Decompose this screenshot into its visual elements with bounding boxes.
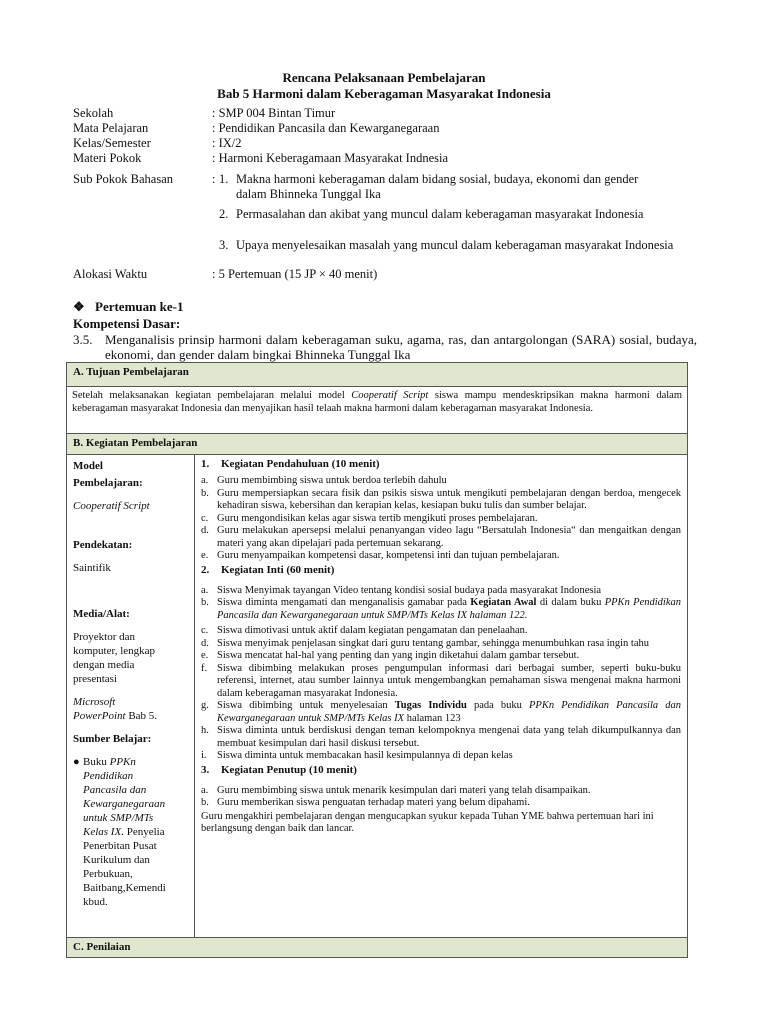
sub-item-text: Upaya menyelesaikan masalah yang muncul dalam keberagaman masyarakat Indonesia <box>236 238 674 252</box>
inti-heading: 2. Kegiatan Inti (60 menit) <box>201 563 335 576</box>
list-item: d. Siswa menyimak penjelasan singkat dari guru tentang gambar, sehingga menumbuhkan rasa ingin tahu <box>201 637 650 649</box>
tujuan-text-italic: Cooperatif Script <box>351 390 429 401</box>
list-item: b. Siswa diminta mengamati dan menganalisis gamabar pada Kegiatan Awal di dalam buku PPKn Pendidikan Pancasila dan Kewarganegaraan untuk SMP/MTs Kelas IX halaman 122. <box>201 597 681 621</box>
sub-item-text: Makna harmoni keberagaman dalam bidang sosial, budaya, ekonomi dan gender dalam Bhinneka Tunggal Ika <box>236 172 639 201</box>
tujuan-text-pre: Setelah melaksanakan kegiatan pembelajaran melalui model <box>72 390 352 401</box>
bullet-dot-icon: ● <box>73 756 80 768</box>
section-c-header: C. Penilaian <box>67 937 687 957</box>
kd-label: Kompetensi Dasar: <box>73 316 181 331</box>
book-reference: ● Buku PPKn Pendidikan Pancasila dan Kewarganegaraan untuk SMP/MTs Kelas IX. Penyelia Penerbitan Pusat Kurikulum dan Perbukuan, Baitbang,Kemendi kbud. <box>73 756 166 908</box>
ppt-value-2: PowerPoint Bab 5. <box>73 710 158 722</box>
diamond-bullet-icon: ❖ <box>73 299 85 314</box>
list-item: g. Siswa dibimbing untuk menyelesaian Tugas Individu pada buku PPKn Pendidikan Pancasila dan Kewarganegaraan untuk SMP/MTs Kelas IX halaman 123 <box>201 700 681 724</box>
section-b-content <box>67 455 687 937</box>
list-item: a. Siswa Menyimak tayangan Video tentang kondisi sosial budaya pada masyarakat Indonesia <box>201 584 602 596</box>
list-item: b. Guru memberikan siswa penguatan terhadap materi yang belum dipahami. <box>201 797 530 808</box>
section-a-header: A. Tujuan Pembelajaran <box>67 363 687 387</box>
list-item: a. Guru membimbing siswa untuk berdoa terlebih dahulu <box>201 475 447 486</box>
pendahuluan-heading: 1. Kegiatan Pendahuluan (10 menit) <box>201 458 380 470</box>
list-item: h. Siswa diminta untuk berdiskusi dengan teman kelompoknya mengenai data yang telah dikumpulkannya dan membuat kesimpulan dari hasil diskusi tersebut. <box>201 725 681 749</box>
sumber-label: Sumber Belajar: <box>73 733 152 745</box>
meeting-label: Pertemuan ke-1 <box>95 299 184 314</box>
sekolah-label: Sekolah <box>73 106 114 120</box>
rpp-table <box>66 362 688 958</box>
identity-block <box>73 106 713 282</box>
info-row-alokasi <box>73 267 713 282</box>
document-subtitle: Bab 5 Harmoni dalam Keberagaman Masyarakat Indonesia <box>217 86 551 101</box>
list-item: c. Siswa dimotivasi untuk aktif dalam kegiatan pengamatan dan penelaahan. <box>201 625 528 636</box>
info-row-mapel <box>73 121 713 136</box>
pendekatan-value: Saintifik <box>73 562 111 574</box>
section-b-header: B. Kegiatan Pembelajaran <box>67 433 687 455</box>
kelas-label: Kelas/Semester <box>73 136 151 150</box>
kd-text: Menganalisis prinsip harmoni dalam keberagaman suku, agama, ras, dan antargolongan (SARA) sosial, budaya, ekonomi, dan gender dalam bingkai Bhinneka Tunggal Ika <box>105 332 697 362</box>
materi-label: Materi Pokok <box>73 151 142 165</box>
kd-number: 3.5. <box>73 332 93 347</box>
ppt-value: Microsoft <box>73 696 116 708</box>
list-item: b. Guru mempersiapkan secara fisik dan psikis siswa untuk mengikuti pembelajaran dengan berdoa, mengecek kehadiran siswa, kebersihan dan kerapian kelas, kesiapan buku tulis dan sumber belajar. <box>201 487 681 511</box>
media-label: Media/Alat: <box>73 608 130 620</box>
sub-pokok-block <box>73 166 713 261</box>
sub-label: Sub Pokok Bahasan <box>73 172 173 186</box>
section-b-right-column <box>195 455 687 937</box>
info-row-materi <box>73 151 713 166</box>
section-b-left-column <box>67 455 195 937</box>
list-item: d. Guru melakukan apersepsi melalui penanyangan video lagu “Bersatulah Indonesia“ dan mengaitkan dengan materi yang akan dipelajari pada pertemuan sekarang. <box>201 525 681 549</box>
sub-item-text: Permasalahan dan akibat yang muncul dalam keberagaman masyarakat Indonesia <box>236 207 644 221</box>
list-item: e. Guru menyampaikan kompetensi dasar, kompetensi inti dan tujuan pembelajaran. <box>201 550 560 561</box>
sekolah-value: : SMP 004 Bintan Timur <box>212 106 336 120</box>
list-item: f. Siswa dibimbing melakukan proses pengumpulan informasi dari berbagai sumber, seperti buku-buku referensi, internet, atau sumber lainnya untuk mengembangkan pemahaman siswa mengenai makna harmoni dalam keberagaman masyarakat Indonesia. <box>201 662 681 699</box>
penutup-heading: 3. Kegiatan Penutup (10 menit) <box>201 763 357 776</box>
media-value: presentasi <box>73 673 117 685</box>
document-title: Rencana Pelaksanaan Pembelajaran <box>282 70 486 85</box>
media-value: Proyektor dan <box>73 631 136 643</box>
model-label: Model <box>73 460 103 472</box>
meeting-heading <box>73 299 183 314</box>
model-value: Cooperatif Script <box>73 500 150 512</box>
tujuan-text-post: siswa mampu mendeskripsikan makna harmoni dalam keberagaman masyarakat Indonesia dan menyajikan hasil telaah makna harmoni dalam keberagaman masyarakat Indonesia. <box>72 390 682 414</box>
media-value: dengan media <box>73 659 135 671</box>
mapel-value: : Pendidikan Pancasila dan Kewarganegaraan <box>212 121 440 135</box>
model-label-2: Pembelajaran: <box>73 477 143 489</box>
sub-item-num: 2. <box>219 207 229 221</box>
sub-colon: : <box>212 172 216 186</box>
materi-value: : Harmoni Keberagamaan Masyarakat Indnesia <box>212 151 449 165</box>
alokasi-value: : 5 Pertemuan (15 JP × 40 menit) <box>212 267 378 281</box>
penutup-closing: Guru mengakhiri pembelajaran dengan mengucapkan syukur kepada Tuhan YME bahwa pertemuan hari ini berlangsung dengan baik dan lancar. <box>201 810 654 834</box>
section-a-content <box>67 387 687 433</box>
list-item: e. Siswa mencatat hal-hal yang penting dan yang ingin diketahui dalam gambar tersebut. <box>201 650 580 661</box>
sub-item-num: 1. <box>219 172 229 186</box>
info-row-sekolah <box>73 106 713 121</box>
alokasi-label: Alokasi Waktu <box>73 267 148 281</box>
media-value: komputer, lengkap <box>73 645 156 657</box>
pendekatan-label: Pendekatan: <box>73 539 133 551</box>
info-row-kelas <box>73 136 713 151</box>
mapel-label: Mata Pelajaran <box>73 121 149 135</box>
sub-item-num: 3. <box>219 238 229 252</box>
kelas-value: : IX/2 <box>212 136 242 150</box>
list-item: i. Siswa diminta untuk membacakan hasil kesimpulannya di depan kelas <box>201 750 513 761</box>
list-item: a. Guru membimbing siswa untuk menarik kesimpulan dari materi yang telah disampaikan. <box>201 784 591 796</box>
list-item: c. Guru mengondisikan kelas agar siswa tertib mengikuti proses pembelajaran. <box>201 512 538 524</box>
